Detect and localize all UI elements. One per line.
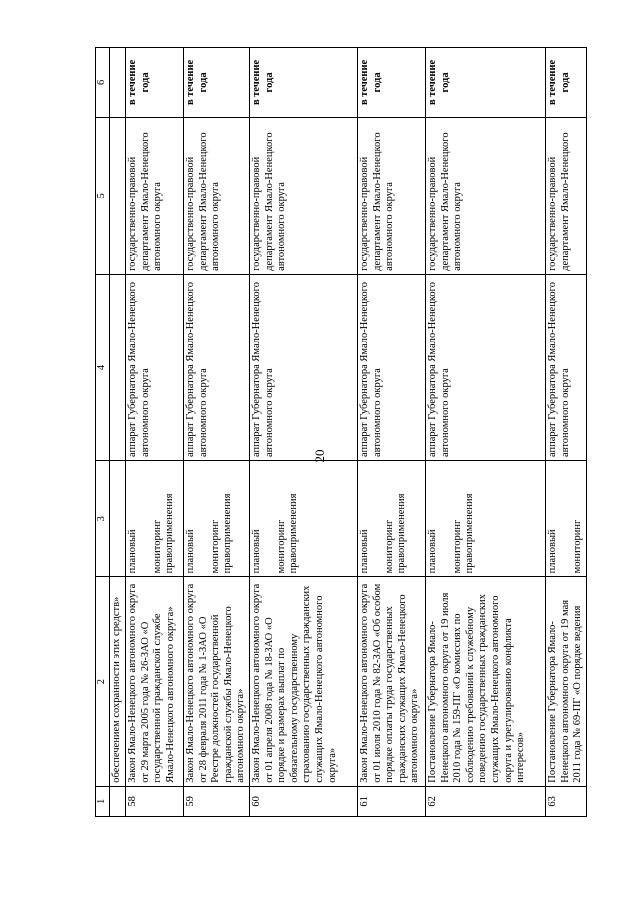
- table-row: [249, 48, 357, 817]
- term: [425, 48, 545, 118]
- rotated-table-container: [95, 47, 584, 817]
- monitoring-subject: мониторинг правоприменения: [209, 493, 234, 574]
- responsible-organ: аппарат Губернатора Ямало-Ненецкого автономного округа: [357, 274, 425, 460]
- legal-act: Постановление Губернатора Ямало-Ненецкого автономного округа от 19 июля 2010 года № 159-ПГ «О комиссиях по соблюдению требований к служебному поведению государственных гражданских служащих Ямало-Ненецкого автономного округа и урегулированию конфликта интересов»: [425, 577, 545, 786]
- table-row: [357, 48, 425, 817]
- monitoring-type: [249, 461, 357, 577]
- monitoring-type: [126, 461, 184, 577]
- term-text: в течение года: [185, 59, 209, 106]
- header-cell: 6: [96, 48, 110, 118]
- responsible-organ: аппарат Губернатора Ямало-Ненецкого автономного округа: [126, 274, 184, 460]
- legal-act: Закон Ямало-Ненецкого автономного округа от 01 апреля 2008 года № 18-ЗАО «О порядке и размерах выплат по обязательному государственному страхованию государственных гражданских служащих Ямало-Ненецкого автономного округа»: [249, 577, 357, 786]
- term-text: в течение года: [358, 59, 383, 106]
- header-cell: 3: [96, 461, 110, 577]
- continuation-row: [110, 48, 126, 817]
- co-executor: государственно-правовой департамент Ямало-Ненецкого автономного округа: [425, 117, 545, 274]
- table-row: [126, 48, 184, 817]
- responsible-organ: аппарат Губернатора Ямало-Ненецкого автономного округа: [545, 274, 586, 460]
- term-text: в течение года: [250, 59, 275, 106]
- header-cell: 5: [96, 117, 110, 274]
- monitoring-subject: мониторинг правоприменения: [383, 493, 408, 574]
- row-number: 63: [545, 786, 586, 816]
- monitoring-subject: мониторинг правоприменения: [451, 493, 476, 574]
- term-text: в течение года: [546, 59, 571, 106]
- monitoring-kind: плановый: [426, 529, 438, 574]
- monitoring-subject: мониторинг правоприменения: [151, 493, 176, 574]
- term: [126, 48, 184, 118]
- header-cell: 4: [96, 274, 110, 460]
- row-number: 59: [184, 786, 250, 816]
- legal-act: Постановление Губернатора Ямало-Ненецкого автономного округа от 19 мая 2011 года № 69-ПГ «О порядке ведения: [545, 577, 586, 786]
- row-number: 58: [126, 786, 184, 816]
- header-cell: 1: [96, 786, 110, 816]
- monitoring-kind: плановый: [250, 529, 262, 574]
- term-text: в течение года: [127, 59, 151, 106]
- monitoring-kind: плановый: [358, 529, 370, 574]
- header-row: [96, 48, 110, 817]
- row-number: 61: [357, 786, 425, 816]
- term-text: в течение года: [426, 59, 451, 106]
- monitoring-kind: плановый: [185, 529, 196, 574]
- table-row: [184, 48, 250, 817]
- page-number: 20: [312, 449, 327, 463]
- co-executor: государственно-правовой департамент Ямало-Ненецкого автономного округа: [249, 117, 357, 274]
- legal-act: Закон Ямало-Ненецкого автономного округа от 01 июля 2010 года № 82-ЗАО «Об особом порядке оплаты труда государственных гражданских служащих Ямало-Ненецкого автономного округа»: [357, 577, 425, 786]
- term: [249, 48, 357, 118]
- monitoring-type: [184, 461, 250, 577]
- co-executor: государственно-правовой департамент Ямало-Ненецкого автономного округа: [357, 117, 425, 274]
- responsible-organ: аппарат Губернатора Ямало-Ненецкого автономного округа: [249, 274, 357, 460]
- term: [184, 48, 250, 118]
- term: [545, 48, 586, 118]
- row-number: 62: [425, 786, 545, 816]
- responsible-organ: аппарат Губернатора Ямало-Ненецкого автономного округа: [425, 274, 545, 460]
- monitoring-type: [357, 461, 425, 577]
- responsible-organ: аппарат Губернатора Ямало-Ненецкого автономного округа: [184, 274, 250, 460]
- monitoring-subject: мониторинг: [571, 519, 583, 574]
- monitoring-plan-table: [95, 47, 587, 817]
- monitoring-type: [545, 461, 586, 577]
- monitoring-kind: плановый: [127, 529, 138, 574]
- monitoring-kind: плановый: [546, 529, 558, 574]
- table-row: [545, 48, 586, 817]
- legal-act: Закон Ямало-Ненецкого автономного округа от 29 марта 2005 года № 26-ЗАО «О государственной гражданской службе Ямало-Ненецкого автономного округа»: [126, 577, 184, 786]
- row-number: 60: [249, 786, 357, 816]
- header-cell: 2: [96, 577, 110, 786]
- co-executor: государственно-правовой департамент Ямало-Ненецкого автономного округа: [126, 117, 184, 274]
- co-executor: государственно-правовой департамент Ямало-Ненецкого автономного округа: [184, 117, 250, 274]
- legal-act: Закон Ямало-Ненецкого автономного округа от 28 февраля 2011 года № 1-ЗАО «О Реестре должностей государственной гражданской службы Ямало-Ненецкого автономного округа»: [184, 577, 250, 786]
- monitoring-subject: мониторинг правоприменения: [275, 493, 300, 574]
- monitoring-type: [425, 461, 545, 577]
- table-row: [425, 48, 545, 817]
- co-executor: государственно-правовой департамент Ямало-Ненецкого: [545, 117, 586, 274]
- continuation-text: обеспечением сохранности этих средств»: [110, 577, 126, 786]
- term: [357, 48, 425, 118]
